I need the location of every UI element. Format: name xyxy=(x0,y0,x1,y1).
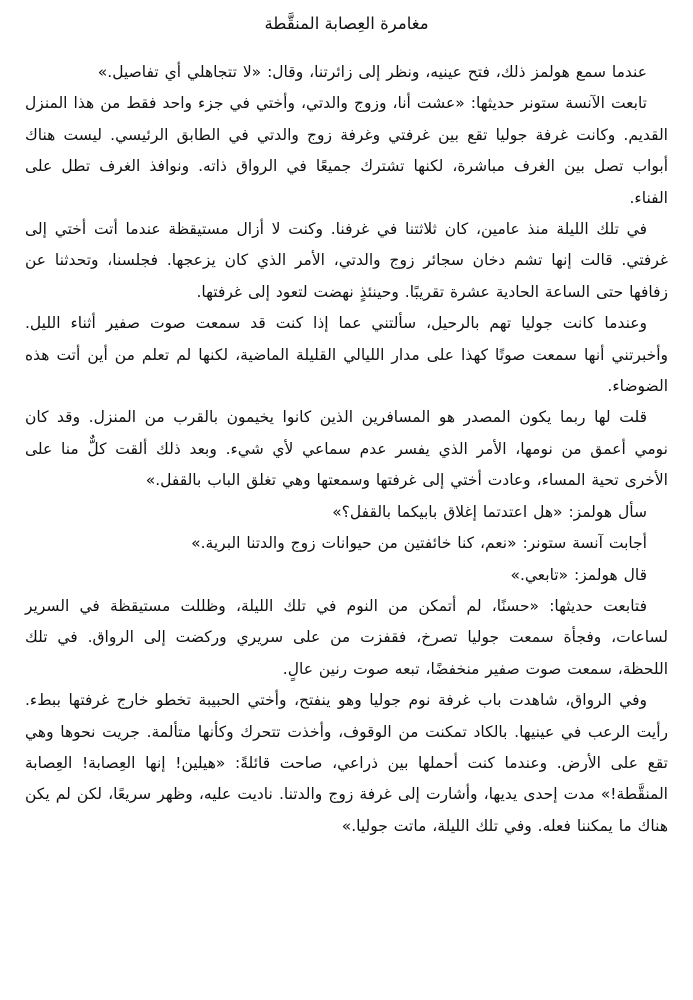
story-body xyxy=(25,57,668,842)
story-paragraph-dialogue: قال هولمز: «تابعي.» xyxy=(510,565,647,584)
story-paragraph: تابعت الآنسة ستونر حديثها: «عشت أنا، وزوج والدتي، وأختي في جزء واحد فقط من هذا المنزل القديم. وكانت غرفة جوليا تقع بين غرفتي وغرفة زوج والدتي في الطابق الرئيسي. ليست هناك أبواب تصل بين الغرف مباشرة، لكنها تشترك جميعًا في الرواق ذاته. ونوافذ الغرف تطل على الفناء. xyxy=(25,94,668,207)
story-paragraph: وعندما كانت جوليا تهم بالرحيل، سألتني عما إذا كنت قد سمعت صوت صفير أثناء الليل. وأخبرتني أنها سمعت صوتًا كهذا على مدار الليالي القليلة الماضية، لكنها لم تعلم من أين أتت هذه الضوضاء. xyxy=(25,314,668,396)
story-paragraph: وفي الرواق، شاهدت باب غرفة نوم جوليا وهو ينفتح، وأختي الحبيبة تخطو خارج غرفتها ببطء. رأيت الرعب في عينيها. بالكاد تمكنت من الوقوف، وأخذت تتحرك وكأنها متألمة. جريت نحوها وهي تقع على الأرض. وعندما كنت أحملها بين ذراعي، صاحت قائلةً: «هيلين! إنها العِصابة! العِصابة المنقَّطة!» مدت إحدى يديها، وأشارت إلى غرفة زوج والدتنا. ناديت عليه، وظهر سريعًا، لكن لم يكن هناك ما يمكننا فعله. وفي تلك الليلة، ماتت جوليا.» xyxy=(25,691,668,835)
story-paragraph: قلت لها ربما يكون المصدر هو المسافرين الذين كانوا يخيمون بالقرب من المنزل. وقد كان نومي أعمق من نومها، الأمر الذي يفسر عدم سماعي لأي شيء. وبعد ذلك ألقت كلٌّ منا على الأخرى تحية المساء، وعادت أختي إلى غرفتها وسمعتها وهي تغلق الباب بالقفل.» xyxy=(25,408,668,490)
story-paragraph: فتابعت حديثها: «حسنًا، لم أتمكن من النوم في تلك الليلة، وظللت مستيقظة في السرير لساعات، وفجأة سمعت جوليا تصرخ، فقفزت من على سريري وركضت إلى الرواق. في تلك اللحظة، سمعت صوت صفير منخفضًا، تبعه صوت رنين عالٍ. xyxy=(25,596,668,678)
story-paragraph: في تلك الليلة منذ عامين، كان ثلاثتنا في غرفنا. وكنت لا أزال مستيقظة عندما أتت أختي إلى غرفتي. قالت إنها تشم دخان سجائر زوج والدتي، الأمر الذي كان يزعجها. فجلسنا، وتحدثنا عن زفافها حتى الساعة الحادية عشرة تقريبًا. وحينئذٍ نهضت لتعود إلى غرفتها. xyxy=(25,220,668,301)
page-title: مغامرة العِصابة المنقَّطة xyxy=(264,14,429,33)
story-paragraph-dialogue: أجابت آنسة ستونر: «نعم، كنا خائفتين من حيوانات زوج والدتنا البرية.» xyxy=(191,534,647,553)
story-paragraph: عندما سمع هولمز ذلك، فتح عينيه، ونظر إلى زائرتنا، وقال: «لا تتجاهلي أي تفاصيل.» xyxy=(97,63,647,81)
story-paragraph-dialogue: سأل هولمز: «هل اعتدتما إغلاق بابيكما بالقفل؟» xyxy=(332,502,647,521)
